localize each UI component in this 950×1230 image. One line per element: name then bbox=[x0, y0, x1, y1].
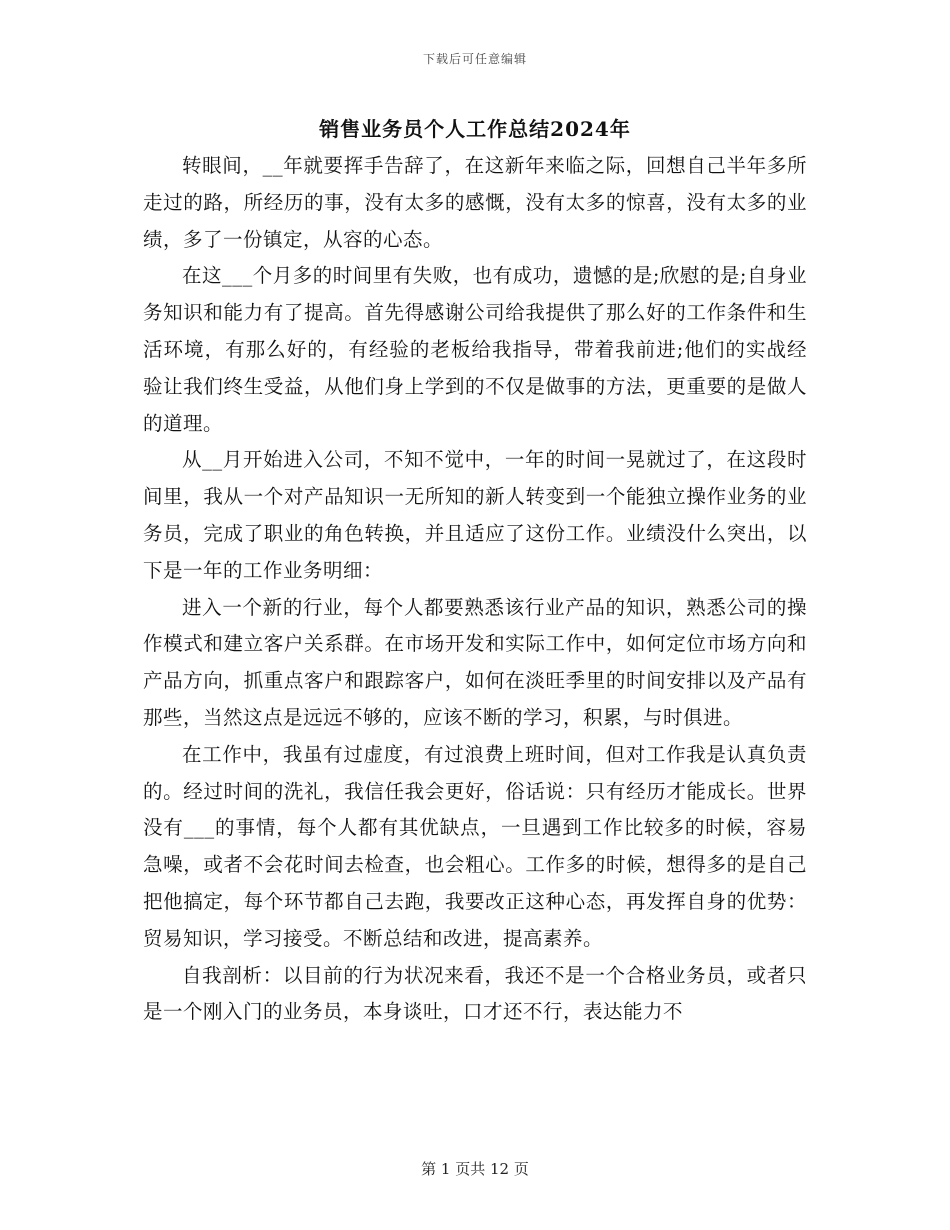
page-header-note: 下载后可任意编辑 bbox=[422, 52, 527, 66]
page-number: 第 1 页共 12 页 bbox=[421, 1160, 529, 1178]
document-body bbox=[143, 148, 807, 1031]
paragraph-5: 在工作中，我虽有过虚度，有过浪费上班时间，但对工作我是认真负责的。经过时间的洗礼，我信任我会更好，俗话说：只有经历才能成长。世界没有___的事情，每个人都有其优缺点，一旦遇到工作比较多的时候，容易急噪，或者不会花时间去检查，也会粗心。工作多的时候，想得多的是自己把他搞定，每个环节都自己去跑，我要改正这种心态，再发挥自身的优势：贸易知识，学习接受。不断总结和改进，提高素养。 bbox=[143, 742, 807, 950]
paragraph-2: 在这___个月多的时间里有失败，也有成功，遗憾的是;欣慰的是;自身业务知识和能力有了提高。首先得感谢公司给我提供了那么好的工作条件和生活环境，有那么好的，有经验的老板给我指导，带着我前进;他们的实战经验让我们终生受益，从他们身上学到的不仅是做事的方法，更重要的是做人的道理。 bbox=[143, 264, 807, 435]
paragraph-4: 进入一个新的行业，每个人都要熟悉该行业产品的知识，熟悉公司的操作模式和建立客户关系群。在市场开发和实际工作中，如何定位市场方向和产品方向，抓重点客户和跟踪客户，如何在淡旺季里的时间安排以及产品有那些，当然这点是远远不够的，应该不断的学习，积累，与时俱进。 bbox=[143, 595, 807, 729]
document-title: 销售业务员个人工作总结2024年 bbox=[319, 117, 631, 141]
paragraph-3: 从__月开始进入公司，不知不觉中，一年的时间一晃就过了，在这段时间里，我从一个对产品知识一无所知的新人转变到一个能独立操作业务的业务员，完成了职业的角色转换，并且适应了这份工作。业绩没什么突出，以下是一年的工作业务明细： bbox=[143, 448, 807, 582]
paragraph-1: 转眼间，__年就要挥手告辞了，在这新年来临之际，回想自己半年多所走过的路，所经历的事，没有太多的感慨，没有太多的惊喜，没有太多的业绩，多了一份镇定，从容的心态。 bbox=[143, 154, 807, 251]
paragraph-6: 自我剖析：以目前的行为状况来看，我还不是一个合格业务员，或者只是一个刚入门的业务员，本身谈吐，口才还不行，表达能力不 bbox=[143, 963, 807, 1024]
